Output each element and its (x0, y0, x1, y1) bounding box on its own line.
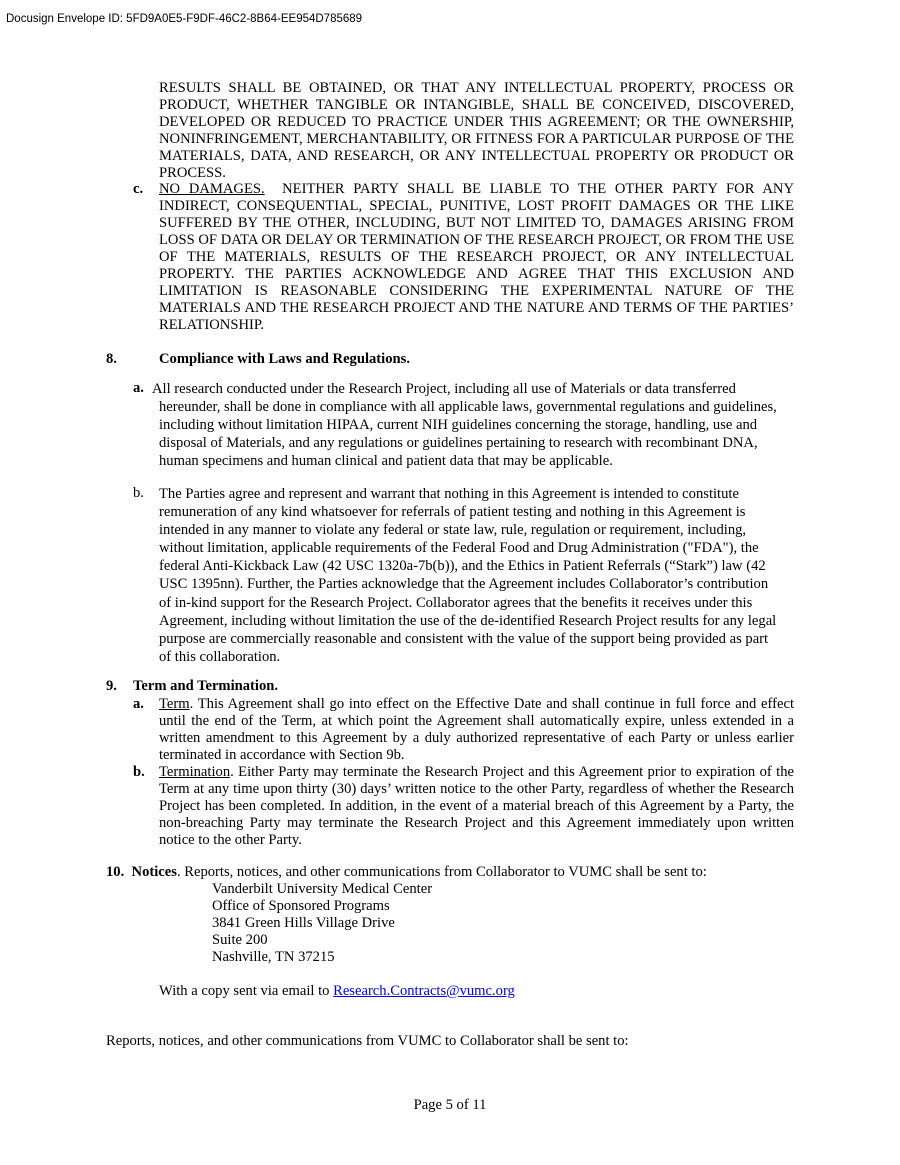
section8-number: 8. (106, 351, 117, 367)
section7-continuation: RESULTS SHALL BE OBTAINED, OR THAT ANY INTELLECTUAL PROPERTY, PROCESS OR PRODUCT, WHETHER TANGIBLE OR INTANGIBLE, SHALL BE CONCEIVED, DISCOVERED, DEVELOPED OR REDUCED TO PRACTICE UNDER THIS AGREEMENT; OR THE OWNERSHIP, NONINFRINGEMENT, MERCHANTABILITY, OR FITNESS FOR A PARTICULAR PURPOSE OF THE MATERIALS, DATA, AND RESEARCH, OR ANY INTELLECTUAL PROPERTY OR PRODUCT OR PROCESS. (159, 80, 794, 181)
termination-heading: Termination (159, 764, 231, 780)
page-number: Page 5 of 11 (413, 1097, 487, 1113)
section7c-no-damages (159, 181, 794, 334)
term-heading: Term (159, 696, 190, 712)
section9a-text (159, 696, 794, 764)
address-line: Vanderbilt University Medical Center (212, 881, 433, 897)
copy-email-line (159, 983, 515, 1000)
section8b-text: The Parties agree and represent and warrant that nothing in this Agreement is intended to constitute remuneration of any kind whatsoever for referrals of patient testing and nothing in this Agreement is intended in any manner to violate any federal or state law, rule, regulation or requirement, including, without limitation, applicable requirements of the Federal Food and Drug Administration ("FDA"), the federal Anti-Kickback Law (42 USC 1320a-7b(b)), and the Ethics in Patient Referrals (“Stark”) law (42 USC 1395nn). Further, the Parties acknowledge that the Agreement includes Collaborator’s contribution of in-kind support for the Research Project. Collaborator agrees that the benefits it receives under this Agreement, including without limitation the use of the de-identified Research Project results for any legal purpose are commercially reasonable and consistent with the value of the support being provided as part of this collaboration. (159, 486, 777, 665)
no-damages-text: NEITHER PARTY SHALL BE LIABLE TO THE OTHER PARTY FOR ANY INDIRECT, CONSEQUENTIAL, SPECIAL, PUNITIVE, LOST PROFIT DAMAGES OR THE LIKE SUFFERED BY THE OTHER, INCLUDING, BUT NOT LIMITED TO, DAMAGES ARISING FROM LOSS OF DATA OR DELAY OR TERMINATION OF THE RESEARCH PROJECT, OR FROM THE USE OF THE MATERIALS, RESULTS OF THE RESEARCH PROJECT, OR ANY INTELLECTUAL PROPERTY. THE PARTIES ACKNOWLEDGE AND AGREE THAT THIS EXCLUSION AND LIMITATION IS REASONABLE CONSIDERING THE EXPERIMENTAL NATURE OF THE MATERIALS AND THE RESEARCH PROJECT AND THE NATURE AND TERMS OF THE PARTIES’ RELATIONSHIP. (159, 181, 794, 333)
address-line: Office of Sponsored Programs (212, 898, 390, 914)
vumc-address (212, 881, 432, 966)
section9-title: Term and Termination. (133, 678, 279, 694)
section10-number: 10. (106, 864, 125, 880)
section9-number: 9. (106, 678, 117, 694)
section8b-label: b. (133, 485, 144, 501)
copy-text: With a copy sent via email to (159, 983, 334, 999)
section8a-text: All research conducted under the Research Project, including all use of Materials or data transferred hereunder, shall be done in compliance with all applicable laws, governmental regulations and guidelines, including without limitation HIPAA, current NIH guidelines concerning the storage, handling, use and disposal of Materials, and any regulations or guidelines pertaining to research with recombinant DNA, human specimens and human clinical and patient data that may be applicable. (152, 381, 777, 470)
address-line: Nashville, TN 37215 (212, 949, 335, 965)
address-line: Suite 200 (212, 932, 268, 948)
termination-text: . Either Party may terminate the Research Project and this Agreement prior to expiration of the Term at any time upon thirty (30) days’ written notice to the other Party, regardless of whether the Research Project has been completed. In addition, in the event of a material breach of this Agreement by a Party, the non-breaching Party may terminate the Research Project and this Agreement immediately upon written notice to the other Party. (159, 764, 794, 848)
section10-notices (106, 864, 707, 881)
section10-title: Notices (131, 864, 177, 880)
vumc-to-collaborator-text: Reports, notices, and other communications from VUMC to Collaborator shall be sent to: (106, 1033, 629, 1049)
research-contracts-email-link[interactable]: Research.Contracts@vumc.org (333, 983, 515, 999)
term-text: . This Agreement shall go into effect on the Effective Date and shall continue in full force and effect until the end of the Term, at which point the Agreement shall automatically expire, unless extended in a written amendment to this Agreement by a duly authorized representative of each Party or unless earlier terminated in accordance with Section 9b. (159, 696, 794, 763)
no-damages-heading: NO DAMAGES. (159, 181, 265, 197)
section9b-text (159, 764, 794, 849)
section10-intro: . Reports, notices, and other communications from Collaborator to VUMC shall be sent to: (176, 864, 707, 880)
section9b-label: b. (133, 764, 145, 780)
section8-title: Compliance with Laws and Regulations. (159, 351, 410, 367)
address-line: 3841 Green Hills Village Drive (212, 915, 395, 931)
section7c-label: c. (133, 181, 144, 197)
section9a-label: a. (133, 696, 144, 712)
section8a-label: a. (133, 380, 144, 396)
docusign-envelope-id: Docusign Envelope ID: 5FD9A0E5-F9DF-46C2-8B64-EE954D785689 (6, 13, 363, 25)
